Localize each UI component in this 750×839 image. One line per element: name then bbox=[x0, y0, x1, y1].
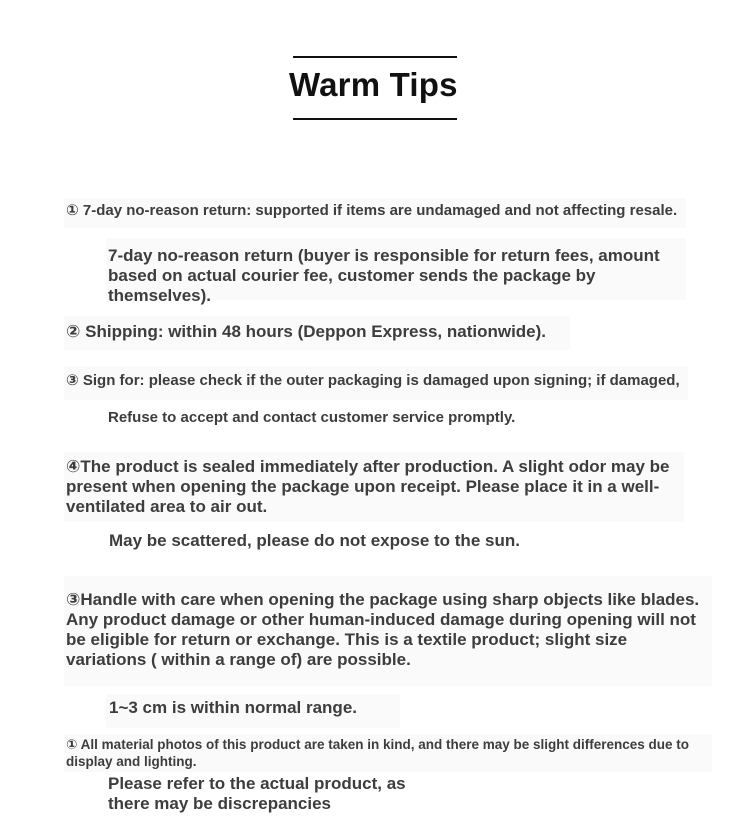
tip-odor-heading: ④The product is sealed immediately after production. A slight odor may be present when opening the package upon receipt. Please place it in a well-ventilated area to air out. bbox=[66, 457, 670, 516]
tip-odor-detail: May be scattered, please do not expose to the sun. bbox=[109, 531, 520, 550]
title-top-rule bbox=[293, 56, 457, 58]
title-block bbox=[289, 56, 457, 120]
tip-shipping-heading: ② Shipping: within 48 hours (Deppon Express, nationwide). bbox=[66, 322, 547, 341]
tip-return-detail: 7-day no-reason return (buyer is responsible for return fees, amount based on actual courier fee, customer sends the package by themselves). bbox=[108, 246, 660, 305]
tip-handle-heading: ③Handle with care when opening the package using sharp objects like blades. Any product damage or other human-induced damage during opening will not be eligible for return or exchange. This is a textile product; slight size variations ( within a range of) are possible. bbox=[66, 590, 700, 669]
tip-photos-detail: Please refer to the actual product, as there may be discrepancies bbox=[108, 774, 406, 813]
page-title: Warm Tips bbox=[289, 66, 458, 103]
tip-photos-heading: ① All material photos of this product are taken in kind, and there may be slight differences due to display and lighting. bbox=[66, 737, 690, 769]
tip-handle-detail: 1~3 cm is within normal range. bbox=[109, 698, 357, 717]
title-bottom-rule bbox=[293, 118, 457, 120]
tip-return-heading: ① 7-day no-reason return: supported if items are undamaged and not affecting resale. bbox=[66, 202, 678, 219]
tip-signfor-heading: ③ Sign for: please check if the outer packaging is damaged upon signing; if damaged, bbox=[66, 372, 680, 389]
tip-signfor-detail: Refuse to accept and contact customer service promptly. bbox=[108, 409, 516, 426]
